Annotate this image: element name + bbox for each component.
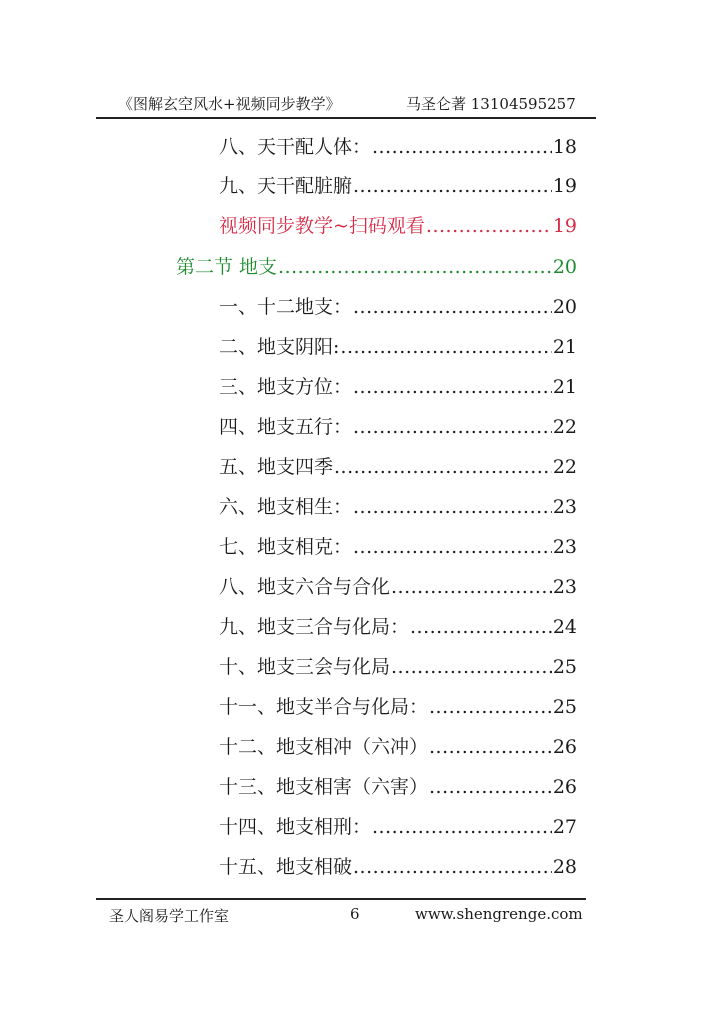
- author-contact: 马圣仑著 13104595257: [406, 95, 576, 113]
- toc-entry-title: 一、十二地支：: [219, 296, 353, 318]
- toc-entry-title: 十三、地支相害（六害）: [219, 776, 429, 798]
- toc-entry-page: 20: [552, 296, 577, 318]
- toc-entry-page: 23: [552, 576, 577, 598]
- toc-entry-title: 八、天干配人体：: [219, 136, 372, 158]
- toc-section-heading: [176, 252, 577, 282]
- dot-leader: [429, 692, 552, 722]
- dot-leader: [353, 532, 552, 562]
- toc-entry: [219, 812, 577, 842]
- dot-leader: [278, 252, 552, 282]
- toc-entry: [219, 332, 577, 362]
- toc-entry-page: 24: [552, 616, 577, 638]
- toc-entry-page: 28: [552, 856, 577, 878]
- toc-entry-page: 19: [552, 215, 577, 237]
- toc-entry: [219, 292, 577, 322]
- toc-entry-title: 九、地支三合与化局：: [219, 616, 410, 638]
- toc-entry-page: 25: [552, 696, 577, 718]
- toc-entry-title: 二、地支阴阳:: [219, 336, 340, 358]
- dot-leader: [353, 171, 552, 201]
- toc-entry: [219, 372, 577, 402]
- toc-entry-page: 21: [552, 336, 577, 358]
- toc-entry-title: 十四、地支相刑：: [219, 816, 372, 838]
- toc-entry-page: 25: [552, 656, 577, 678]
- toc-entry-title: 视频同步教学~扫码观看: [219, 215, 425, 237]
- studio-name: 圣人阁易学工作室: [109, 907, 230, 925]
- toc-entry: [219, 452, 577, 482]
- header-divider: [96, 117, 596, 119]
- dot-leader: [391, 652, 552, 682]
- book-title: 《图解玄空风水+视频同步教学》: [118, 95, 341, 113]
- toc-entry-title: 七、地支相克：: [219, 536, 353, 558]
- dot-leader: [429, 772, 552, 802]
- toc-entry: [219, 532, 577, 562]
- page-number: 6: [350, 905, 360, 923]
- dot-leader: [353, 852, 552, 882]
- dot-leader: [372, 132, 552, 162]
- dot-leader: [410, 612, 552, 642]
- dot-leader: [353, 372, 552, 402]
- dot-leader: [353, 492, 552, 522]
- toc-entry-video[interactable]: [219, 211, 577, 241]
- dot-leader: [353, 292, 552, 322]
- toc-entry-page: 23: [552, 536, 577, 558]
- toc-entry-title: 三、地支方位：: [219, 376, 353, 398]
- toc-entry-title: 十二、地支相冲（六冲）: [219, 736, 429, 758]
- toc-entry-title: 第二节 地支: [176, 256, 278, 278]
- toc-entry-page: 22: [552, 416, 577, 438]
- toc-entry-page: 23: [552, 496, 577, 518]
- page-header: [104, 93, 594, 115]
- dot-leader: [353, 412, 552, 442]
- dot-leader: [334, 452, 552, 482]
- toc-entry-title: 五、地支四季: [219, 456, 334, 478]
- toc-entry: [219, 572, 577, 602]
- toc-entry-title: 十一、地支半合与化局：: [219, 696, 429, 718]
- toc-entry: [219, 612, 577, 642]
- toc-entry-page: 26: [552, 736, 577, 758]
- toc-entry-title: 八、地支六合与合化: [219, 576, 391, 598]
- dot-leader: [429, 732, 552, 762]
- toc-entry-page: 26: [552, 776, 577, 798]
- dot-leader: [391, 572, 552, 602]
- toc-entry-title: 十、地支三会与化局: [219, 656, 391, 678]
- toc-entry-page: 21: [552, 376, 577, 398]
- toc-entry: [219, 732, 577, 762]
- dot-leader: [340, 332, 551, 362]
- toc-entry: [219, 652, 577, 682]
- toc-entry-page: 19: [552, 175, 577, 197]
- toc-entry: [219, 852, 577, 882]
- toc-entry-title: 四、地支五行：: [219, 416, 353, 438]
- toc-entry: [219, 772, 577, 802]
- toc-entry-title: 九、天干配脏腑: [219, 175, 353, 197]
- toc-entry-title: 六、地支相生：: [219, 496, 353, 518]
- dot-leader: [372, 812, 552, 842]
- page-footer: [0, 905, 721, 927]
- toc-entry-page: 27: [552, 816, 577, 838]
- toc-entry: [219, 132, 577, 162]
- toc-entry-page: 22: [552, 456, 577, 478]
- toc-entry-page: 18: [552, 136, 577, 158]
- toc-entry-page: 20: [552, 256, 577, 278]
- website-link[interactable]: www.shengrenge.com: [415, 905, 583, 923]
- toc-entry: [219, 171, 577, 201]
- toc-entry: [219, 692, 577, 722]
- toc-entry: [219, 492, 577, 522]
- toc-entry-title: 十五、地支相破: [219, 856, 353, 878]
- footer-divider: [96, 898, 586, 900]
- toc-entry: [219, 412, 577, 442]
- dot-leader: [426, 211, 552, 241]
